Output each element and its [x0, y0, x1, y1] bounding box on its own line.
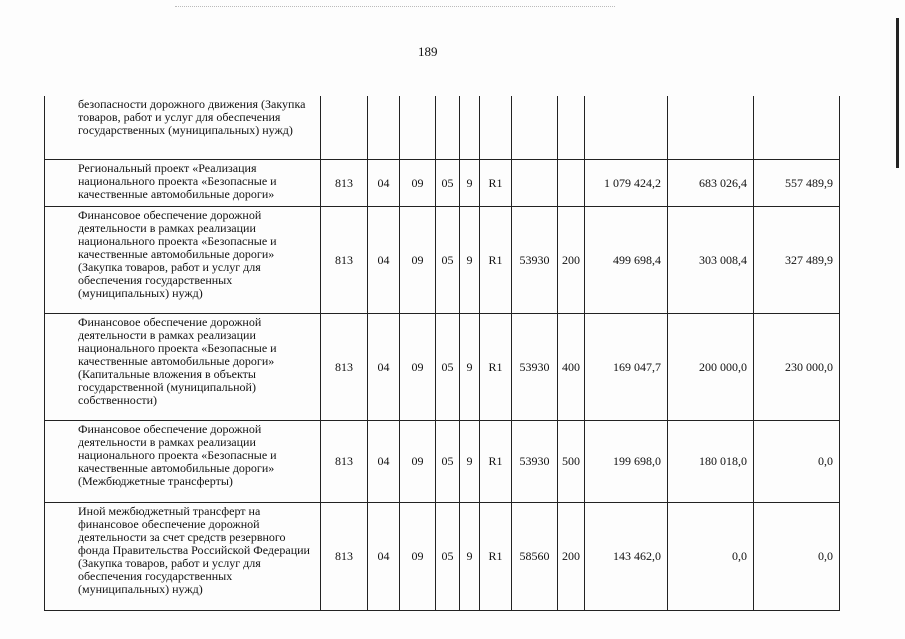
table-row: [45, 503, 840, 611]
project-code: R1: [480, 503, 512, 611]
expense-type-code: 200: [558, 503, 585, 611]
ministry-code: 813: [321, 207, 368, 314]
program-code: 05: [436, 160, 460, 207]
row-name: Региональный проект «Реализация национального проекта «Безопасные и качественные автомобильные дороги»: [45, 160, 321, 207]
direction-code: [512, 96, 558, 160]
section-code: 04: [368, 207, 400, 314]
table-row: [45, 314, 840, 421]
section-code: 04: [368, 421, 400, 503]
ministry-code: 813: [321, 160, 368, 207]
program-code: 05: [436, 421, 460, 503]
direction-code: 58560: [512, 503, 558, 611]
table-row: [45, 160, 840, 207]
section-code: [368, 96, 400, 160]
amount-year-3: 230 000,0: [754, 314, 840, 421]
budget-table: [44, 96, 840, 611]
subsection-code: 09: [400, 421, 436, 503]
page-number: 189: [418, 44, 438, 59]
scan-edge-bar: [896, 18, 899, 168]
subsection-code: 09: [400, 503, 436, 611]
amount-year-1: 1 079 424,2: [585, 160, 668, 207]
program-code: 05: [436, 314, 460, 421]
scan-edge-line: [175, 6, 615, 7]
subsection-code: 09: [400, 160, 436, 207]
amount-year-3: 0,0: [754, 503, 840, 611]
expense-type-code: [558, 96, 585, 160]
table-row: [45, 421, 840, 503]
subprogram-code: 9: [460, 503, 480, 611]
program-code: 05: [436, 503, 460, 611]
direction-code: 53930: [512, 207, 558, 314]
project-code: R1: [480, 314, 512, 421]
amount-year-2: 200 000,0: [668, 314, 754, 421]
project-code: R1: [480, 160, 512, 207]
section-code: 04: [368, 160, 400, 207]
ministry-code: [321, 96, 368, 160]
amount-year-1: [585, 96, 668, 160]
amount-year-2: 180 018,0: [668, 421, 754, 503]
amount-year-3: 0,0: [754, 421, 840, 503]
direction-code: 53930: [512, 421, 558, 503]
expense-type-code: 500: [558, 421, 585, 503]
row-name: Финансовое обеспечение дорожной деятельности в рамках реализации национального проекта «Безопасные и качественные автомобильные дороги» (Межбюджетные трансферты): [45, 421, 321, 503]
subprogram-code: 9: [460, 207, 480, 314]
amount-year-3: 327 489,9: [754, 207, 840, 314]
expense-type-code: 200: [558, 207, 585, 314]
subsection-code: 09: [400, 207, 436, 314]
row-name: безопасности дорожного движения (Закупка товаров, работ и услуг для обеспечения государственных (муниципальных) нужд): [45, 96, 321, 160]
amount-year-1: 169 047,7: [585, 314, 668, 421]
subprogram-code: [460, 96, 480, 160]
amount-year-1: 199 698,0: [585, 421, 668, 503]
row-name: Финансовое обеспечение дорожной деятельности в рамках реализации национального проекта «Безопасные и качественные автомобильные дороги» (Капитальные вложения в объекты государственной (муниципальной) собственности): [45, 314, 321, 421]
row-name: Финансовое обеспечение дорожной деятельности в рамках реализации национального проекта «Безопасные и качественные автомобильные дороги» (Закупка товаров, работ и услуг для обеспечения государственных (муниципальных) нужд): [45, 207, 321, 314]
subsection-code: [400, 96, 436, 160]
project-code: R1: [480, 207, 512, 314]
amount-year-2: 683 026,4: [668, 160, 754, 207]
direction-code: 53930: [512, 314, 558, 421]
ministry-code: 813: [321, 421, 368, 503]
section-code: 04: [368, 314, 400, 421]
expense-type-code: [558, 160, 585, 207]
amount-year-3: 557 489,9: [754, 160, 840, 207]
subprogram-code: 9: [460, 421, 480, 503]
table-row: [45, 96, 840, 160]
direction-code: [512, 160, 558, 207]
subprogram-code: 9: [460, 160, 480, 207]
program-code: [436, 96, 460, 160]
project-code: [480, 96, 512, 160]
amount-year-1: 499 698,4: [585, 207, 668, 314]
amount-year-2: 303 008,4: [668, 207, 754, 314]
amount-year-3: [754, 96, 840, 160]
ministry-code: 813: [321, 314, 368, 421]
section-code: 04: [368, 503, 400, 611]
program-code: 05: [436, 207, 460, 314]
expense-type-code: 400: [558, 314, 585, 421]
subsection-code: 09: [400, 314, 436, 421]
amount-year-2: [668, 96, 754, 160]
project-code: R1: [480, 421, 512, 503]
table-row: [45, 207, 840, 314]
amount-year-1: 143 462,0: [585, 503, 668, 611]
amount-year-2: 0,0: [668, 503, 754, 611]
ministry-code: 813: [321, 503, 368, 611]
subprogram-code: 9: [460, 314, 480, 421]
row-name: Иной межбюджетный трансферт на финансовое обеспечение дорожной деятельности за счет средств резервного фонда Правительства Российской Федерации (Закупка товаров, работ и услуг для обеспечения государственных (муниципальных) нужд): [45, 503, 321, 611]
